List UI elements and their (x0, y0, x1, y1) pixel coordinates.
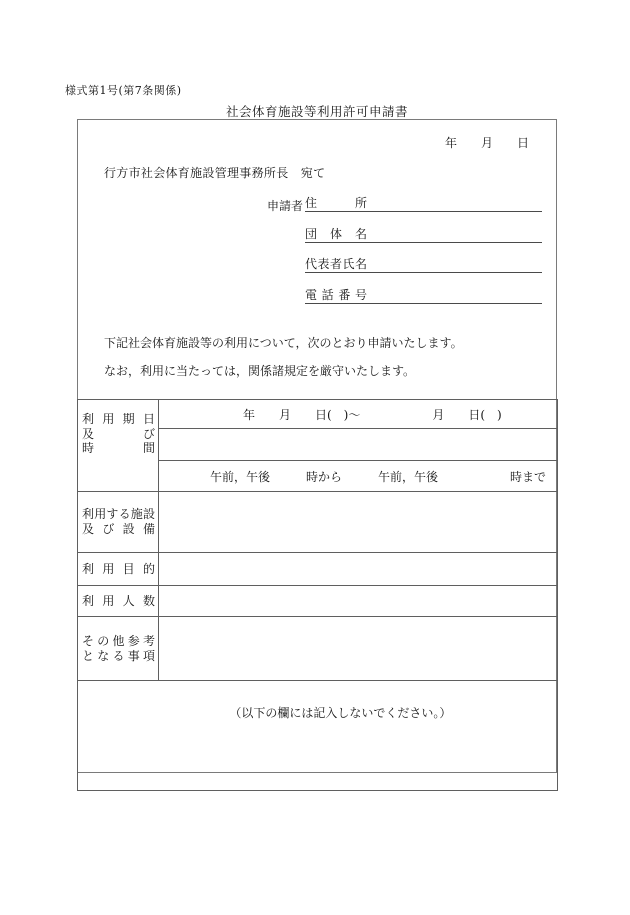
usage-date-row (78, 400, 558, 429)
purpose-value-cell (159, 553, 558, 586)
date-line: 年 月 日 (444, 136, 529, 150)
declaration-line-2: なお，利用に当たっては，関係諸規定を厳守いたします。 (104, 364, 416, 378)
organization-field-label: 団体名 (305, 227, 367, 241)
applicant-field-phone (305, 288, 542, 304)
remarks-value-cell (159, 617, 558, 681)
addressee-line: 行方市社会体育施設管理事務所長 宛て (104, 166, 326, 180)
office-use-note: （以下の欄には記入しないでください。） (229, 706, 452, 720)
facilities-row (78, 492, 558, 553)
facilities-label-cell (78, 492, 159, 553)
usage-period-label-line: 利用期日 (82, 412, 155, 426)
applicant-field-organization (305, 227, 542, 243)
attendance-value-cell (159, 586, 558, 617)
application-table (77, 399, 558, 791)
attendance-label-cell (78, 586, 159, 617)
remarks-label-line: その他参考 (82, 633, 155, 648)
applicant-field-address (305, 196, 542, 212)
purpose-row (78, 553, 558, 586)
form-title: 社会体育施設等利用許可申請書 (225, 104, 408, 119)
usage-period-label-cell (78, 400, 159, 492)
usage-period-label-line: 時間 (82, 441, 155, 456)
form-box (77, 119, 557, 773)
form-number: 様式第1号(第7条関係) (65, 84, 182, 97)
office-use-section (78, 681, 558, 791)
remarks-label-line: となる事項 (82, 648, 155, 663)
purpose-label-cell (78, 553, 159, 586)
declaration-line-1: 下記社会体育施設等の利用について，次のとおり申請いたします。 (104, 336, 463, 350)
applicant-field-representative (305, 257, 542, 273)
phone-field-label: 電話番号 (305, 288, 367, 302)
office-use-row (78, 681, 558, 791)
remarks-row (78, 617, 558, 681)
usage-period-label-line: 及び (82, 426, 155, 441)
attendance-row (78, 586, 558, 617)
usage-time-cell: 午前，午後 時から 午前，午後 時まで (159, 461, 558, 492)
address-field-label: 住所 (305, 196, 367, 210)
usage-extra-cell (159, 429, 558, 461)
attendance-label-line: 利用人数 (82, 593, 155, 608)
purpose-label-line: 利用目的 (82, 561, 155, 576)
representative-field-label: 代表者氏名 (305, 257, 367, 271)
applicant-section-label: 申請者 (267, 199, 304, 213)
facilities-label-line: 利用する施設 (82, 507, 155, 522)
usage-date-cell: 年 月 日( )～ 月 日( ) (159, 400, 558, 429)
remarks-label-cell (78, 617, 159, 681)
facilities-value-cell (159, 492, 558, 553)
facilities-label-line: 及び設備 (82, 522, 155, 536)
